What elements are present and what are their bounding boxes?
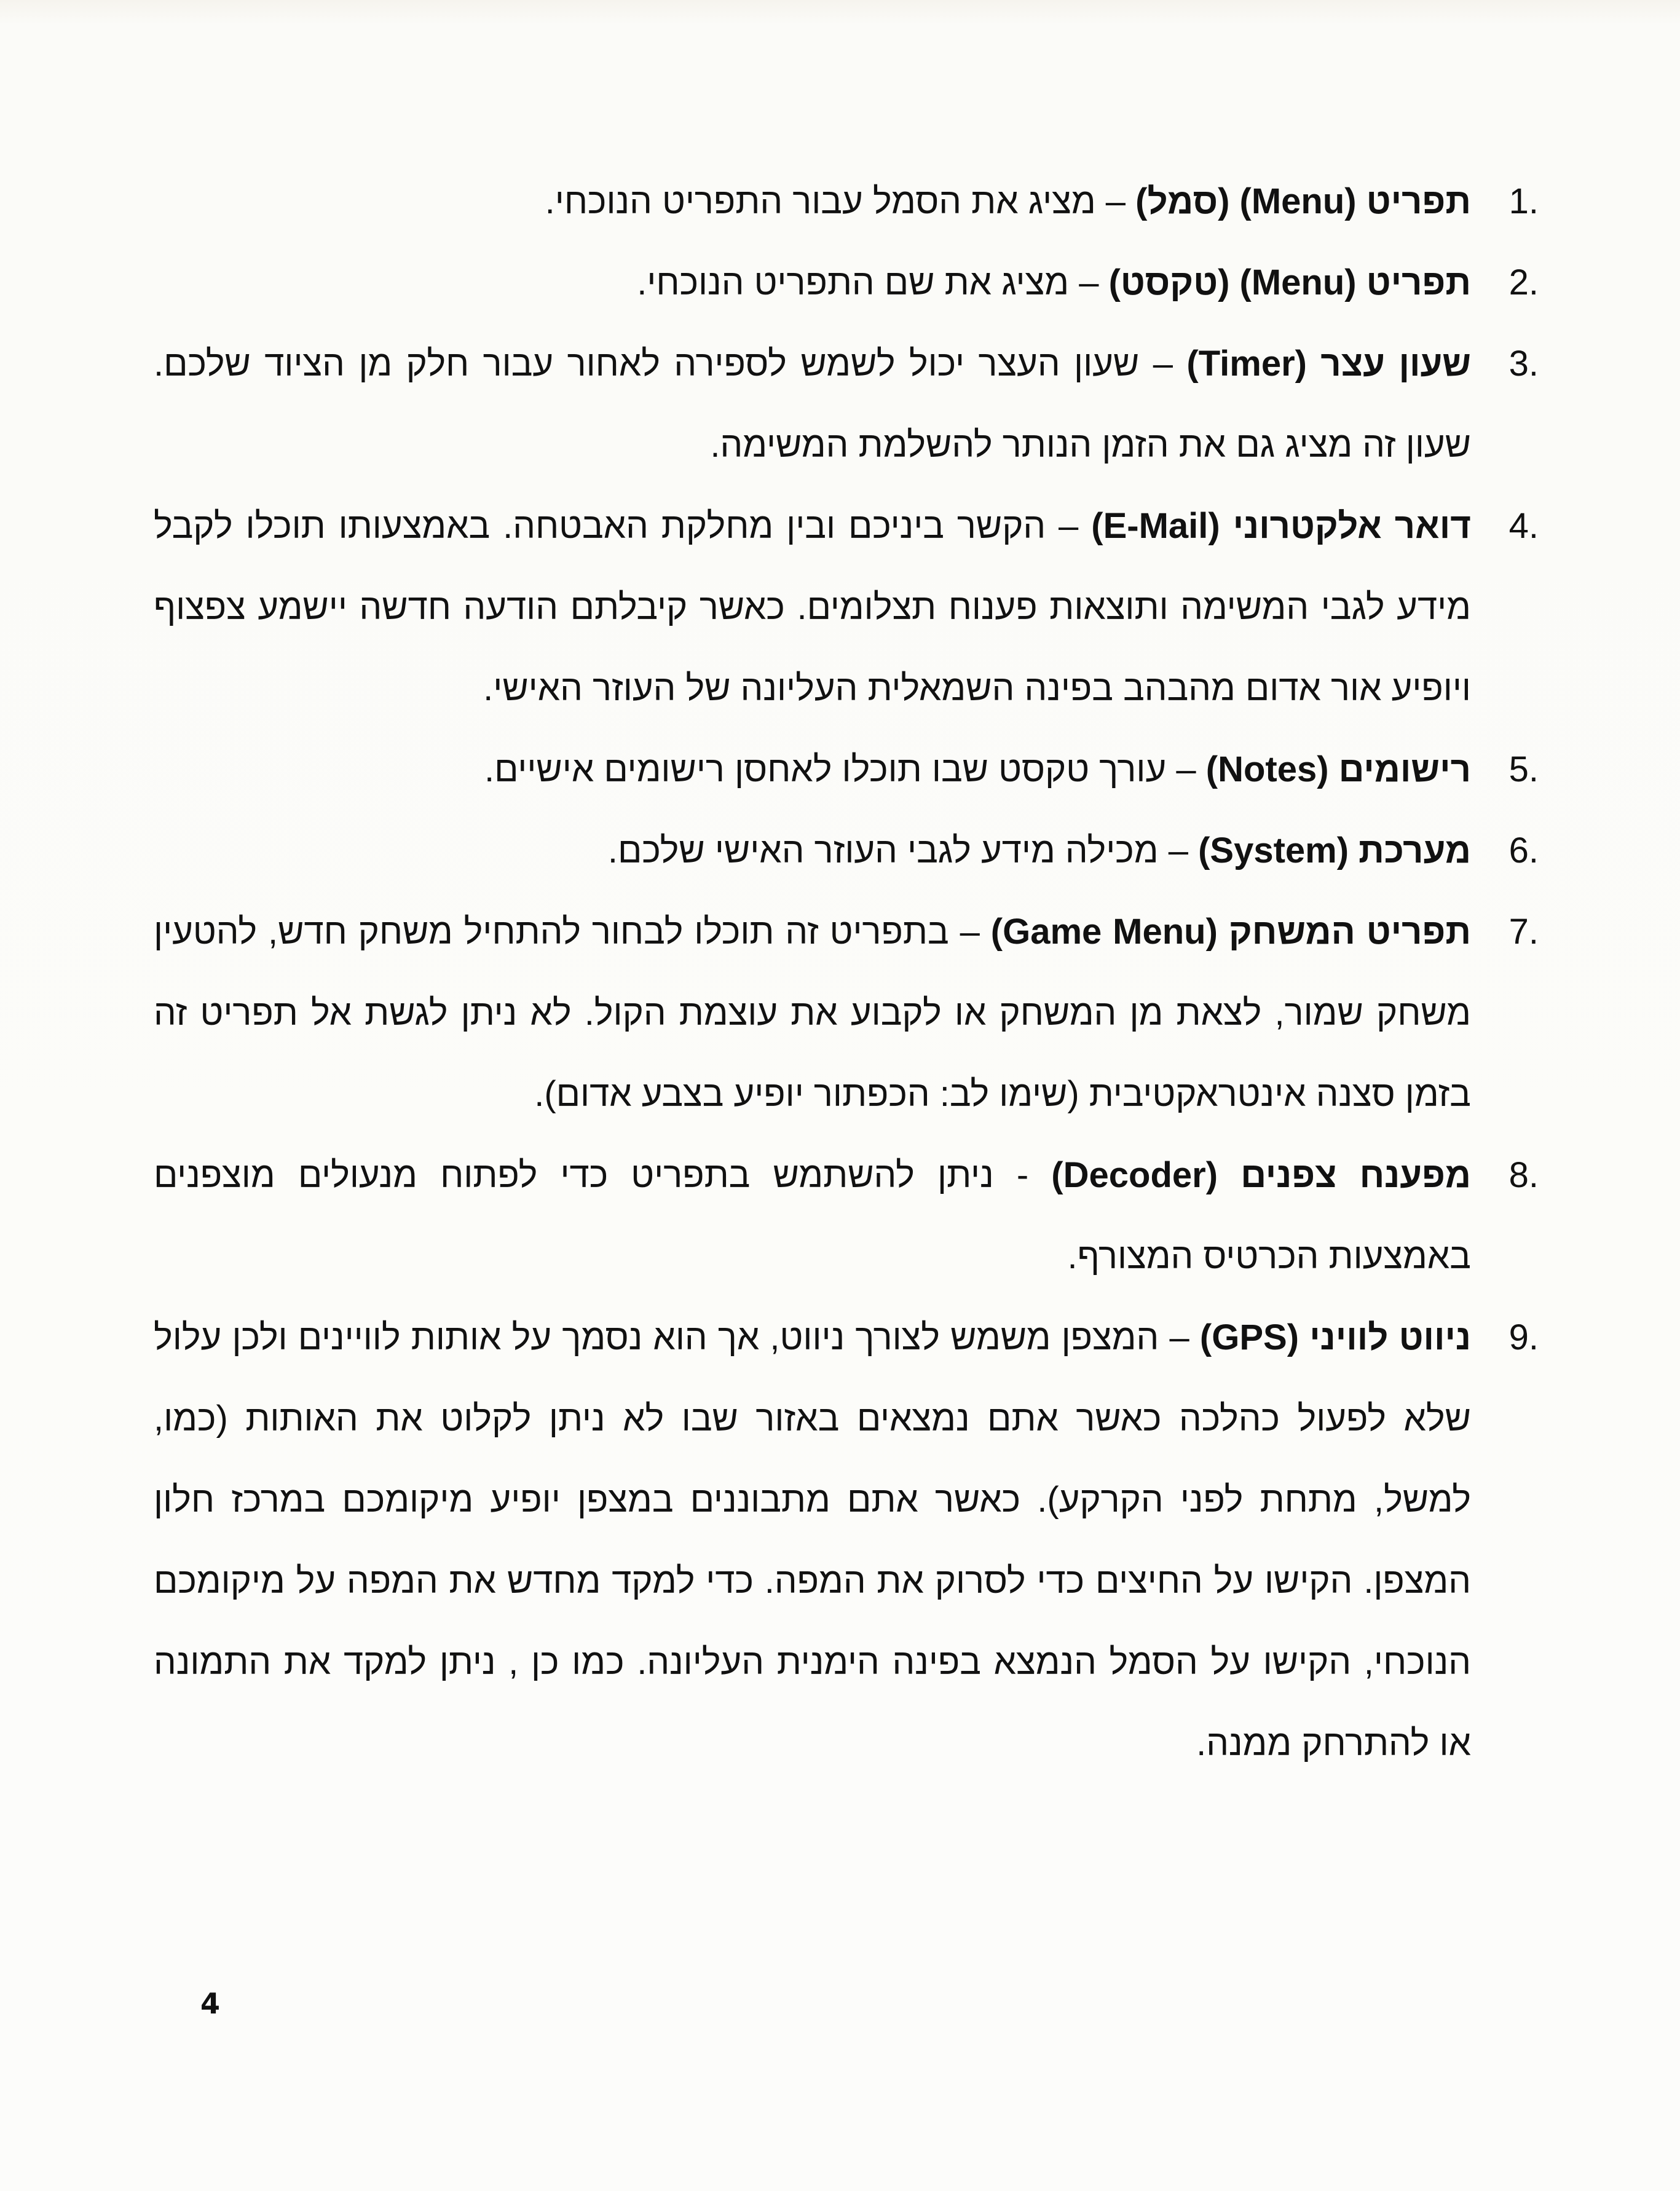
item-term: רישומים (Notes) — [1205, 749, 1471, 789]
item-number: 4. — [1508, 506, 1539, 546]
item-term: דואר אלקטרוני (E-Mail) — [1091, 506, 1471, 546]
item-description: – שעון העצר יכול לשמש לספירה לאחור עבור חלק מן הציוד שלכם. שעון זה מציג גם את הזמן הנותר להשלמת המשימה. — [154, 344, 1471, 465]
item-description: – מציג את שם התפריט הנוכחי. — [637, 263, 1109, 302]
item-term: תפריט המשחק (Game Menu) — [990, 912, 1471, 952]
item-description: – המצפן משמש לצורך ניווט, אך הוא נסמך על אותות לוויינים ולכן עלול שלא לפעול כהלכה כאשר אתם נמצאים באזור שבו לא ניתן לקלוט את האותות (כמו, למשל, מתחת לפני הקרקע). כאשר אתם מתבוננים במצפן יופיע מיקומכם במרכז חלון המצפן. הקישו על החיצים כדי לסרוק את המפה. כדי למקד מחדש את המפה על מיקומכם הנוכחי, הקישו על הסמל הנמצא בפינה הימנית העליונה. כמו כן , ניתן למקד את התמונה או להתרחק ממנה. — [154, 1317, 1471, 1763]
item-description: – בתפריט זה תוכלו לבחור להתחיל משחק חדש, להטעין משחק שמור, לצאת מן המשחק או לקבוע את עוצמת הקול. לא ניתן לגשת אל תפריט זה בזמן סצנה אינטראקטיבית (שימו לב: הכפתור יופיע בצבע אדום). — [154, 912, 1471, 1114]
list-item — [154, 891, 1539, 1135]
item-number: 9. — [1508, 1317, 1539, 1357]
item-term: ניווט לוויני (GPS) — [1199, 1317, 1471, 1357]
item-number: 3. — [1508, 344, 1539, 384]
list-item — [154, 729, 1539, 810]
list-item — [154, 323, 1539, 486]
page-content — [154, 161, 1539, 1784]
item-description: – מציג את הסמל עבור התפריט הנוכחי. — [545, 181, 1136, 221]
list-item — [154, 810, 1539, 891]
item-term: מערכת (System) — [1198, 831, 1471, 870]
item-term: תפריט (Menu) (טקסט) — [1108, 263, 1471, 302]
item-term: מפענח צפנים (Decoder) — [1051, 1155, 1471, 1195]
item-description: – עורך טקסט שבו תוכלו לאחסן רישומים אישיים. — [484, 749, 1206, 789]
item-term: שעון עצר (Timer) — [1186, 344, 1471, 384]
item-description: – הקשר ביניכם ובין מחלקת האבטחה. באמצעותו תוכלו לקבל מידע לגבי המשימה ותוצאות פענוח תצלומים. כאשר קיבלתם הודעה חדשה יישמע צפצוף ויופיע אור אדום מהבהב בפינה השמאלית העליונה של העוזר האישי. — [154, 506, 1471, 708]
item-number: 6. — [1508, 831, 1539, 870]
item-description: - ניתן להשתמש בתפריט כדי לפתוח מנעולים מוצפנים באמצעות הכרטיס המצורף. — [154, 1155, 1471, 1276]
page-number: 4 — [200, 1987, 221, 2020]
item-term: תפריט (Menu) (סמל) — [1135, 181, 1471, 221]
item-number: 2. — [1508, 263, 1539, 302]
item-number: 8. — [1508, 1155, 1539, 1195]
item-number: 5. — [1508, 749, 1539, 789]
item-description: – מכילה מידע לגבי העוזר האישי שלכם. — [607, 831, 1199, 870]
list-item — [154, 1135, 1539, 1297]
item-number: 7. — [1508, 912, 1539, 952]
list-item — [154, 1297, 1539, 1784]
list-item — [154, 161, 1539, 242]
list-item — [154, 242, 1539, 323]
item-number: 1. — [1508, 181, 1539, 221]
numbered-list — [154, 161, 1539, 1784]
list-item — [154, 486, 1539, 729]
